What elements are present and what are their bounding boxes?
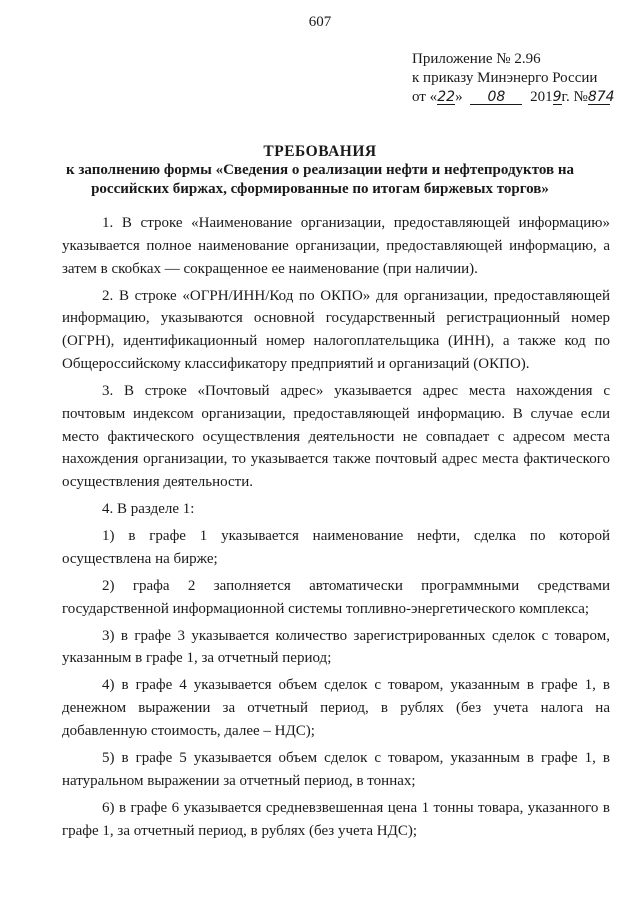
appendix-title: Приложение № 2.96 (412, 51, 541, 67)
document-body (62, 212, 610, 847)
paragraph: 4. В разделе 1: (102, 501, 195, 518)
paragraph: 3. В строке «Почтовый адрес» указывается адрес места нахождения с почтовым индексом организации, предоставляющей информацию. В случае если место фактического осуществления деятельности не совпадает с адресом места нахождения организации, то указывается также почтовый адрес места фактического осуществления деятельности. (62, 382, 610, 491)
paragraph: 1. В строке «Наименование организации, предоставляющей информацию» указывается полное наименование организации, предоставляющей информацию, а затем в скобках — сокращенное ее наименование (при наличии). (62, 215, 610, 277)
appendix-order-ref: к приказу Минэнерго России (412, 70, 598, 86)
paragraph: 2) графа 2 заполняется автоматически программными средствами государственной информационной системы топливно-энергетического комплекса; (62, 577, 610, 617)
date-month-handwritten: 08 (470, 90, 522, 105)
appendix-date-line (412, 88, 632, 107)
paragraph: 6) в графе 6 указывается средневзвешенная цена 1 тонны товара, указанного в графе 1, за отчетный период, в рублях (без учета НДС); (62, 799, 610, 839)
title-line-1: к заполнению формы «Сведения о реализации нефти и нефтепродуктов на (66, 162, 574, 178)
order-number-handwritten: 874 (587, 89, 615, 105)
paragraph: 5) в графе 5 указывается объем сделок с товаром, указанным в графе 1, в натуральном выражении за отчетный период, в тоннах; (62, 750, 610, 789)
document-title (40, 142, 600, 199)
date-year-prefix: 201 (530, 89, 553, 105)
date-mid: » (455, 89, 463, 105)
paragraph: 1) в графе 1 указывается наименование нефти, сделка по которой осуществлена на бирже; (62, 528, 610, 567)
page-number: 607 (308, 14, 332, 30)
date-year-handwritten: 9 (552, 89, 562, 105)
paragraph: 4) в графе 4 указывается объем сделок с товаром, указанным в графе 1, в денежном выражении за отчетный период, в рублях (без учета налога на добавленную стоимость, далее – НДС); (62, 677, 610, 740)
title-line-2: российских биржах, сформированные по итогам биржевых торгов» (91, 181, 549, 197)
paragraph: 3) в графе 3 указывается количество зарегистрированных сделок с товаром, указанным в графе 1, за отчетный период; (62, 627, 610, 667)
paragraph: 2. В строке «ОГРН/ИНН/Код по ОКПО» для организации, предоставляющей информацию, указываются основной государственный регистрационный номер (ОГРН), идентификационный номер налогоплательщика (ИНН), а также код по Общероссийскому классификатору предприятий и организаций (ОКПО). (62, 287, 610, 372)
title-main: ТРЕБОВАНИЯ (263, 143, 377, 160)
appendix-header (412, 50, 632, 107)
date-suffix: г. № (561, 89, 588, 105)
date-prefix: от « (412, 89, 438, 105)
date-day-handwritten: 22 (437, 89, 456, 105)
